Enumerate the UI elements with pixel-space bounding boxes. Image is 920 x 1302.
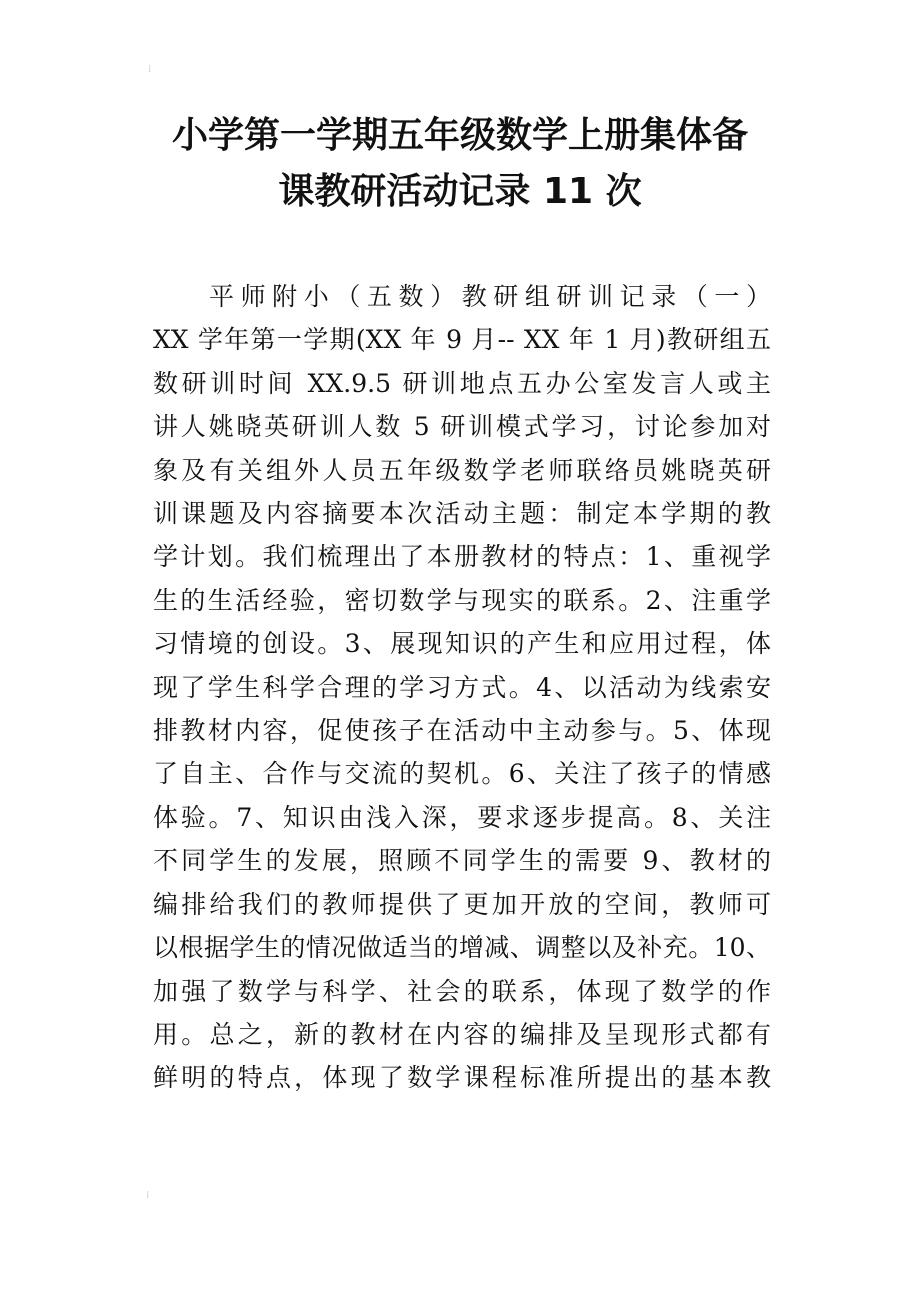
- corner-mark-icon: ⁞: [146, 1190, 150, 1201]
- document-body: [153, 275, 771, 1100]
- body-line: 学计划。我们梳理出了本册教材的特点：1、重视学: [153, 542, 771, 572]
- body-heading-line: 平师附小（五数）教研组研训记录（一）: [209, 282, 771, 311]
- body-line: 讲人姚晓英研训人数 5 研训模式学习，讨论参加对: [153, 412, 771, 442]
- body-line: 排教材内容，促使孩子在活动中主动参与。5、体现: [153, 716, 771, 746]
- document-title: [150, 108, 770, 220]
- body-line: 象及有关组外人员五年级数学老师联络员姚晓英研: [153, 455, 771, 485]
- body-line: 鲜明的特点，体现了数学课程标准所提出的基本教: [153, 1063, 771, 1093]
- body-line: 用。总之，新的教材在内容的编排及呈现形式都有: [153, 1019, 771, 1049]
- body-line: 以根据学生的情况做适当的增减、调整以及补充。10、: [153, 933, 771, 963]
- body-line: 习情境的创设。3、展现知识的产生和应用过程，体: [153, 629, 771, 659]
- body-line: 现了学生科学合理的学习方式。4、以活动为线索安: [153, 672, 771, 702]
- body-line: 加强了数学与科学、社会的联系，体现了数学的作: [153, 976, 771, 1006]
- title-line: 课教研活动记录 11 次: [278, 171, 642, 212]
- body-line: 数研训时间 XX.9.5 研训地点五办公室发言人或主: [153, 368, 771, 398]
- corner-mark-icon: ⁞: [148, 64, 152, 75]
- body-line: 不同学生的发展，照顾不同学生的需要 9、教材的: [153, 846, 771, 876]
- title-line: 小学第一学期五年级数学上册集体备: [171, 115, 748, 156]
- body-line: 体验。7、知识由浅入深，要求逐步提高。8、关注: [153, 802, 771, 832]
- body-line: 编排给我们的教师提供了更加开放的空间，教师可: [153, 889, 771, 919]
- body-line: 训课题及内容摘要本次活动主题：制定本学期的教: [153, 499, 771, 529]
- body-line: 生的生活经验，密切数学与现实的联系。2、注重学: [153, 585, 771, 615]
- body-line: XX 学年第一学期(XX 年 9 月-- XX 年 1 月)教研组五: [153, 325, 771, 355]
- body-line: 了自主、合作与交流的契机。6、关注了孩子的情感: [153, 759, 771, 789]
